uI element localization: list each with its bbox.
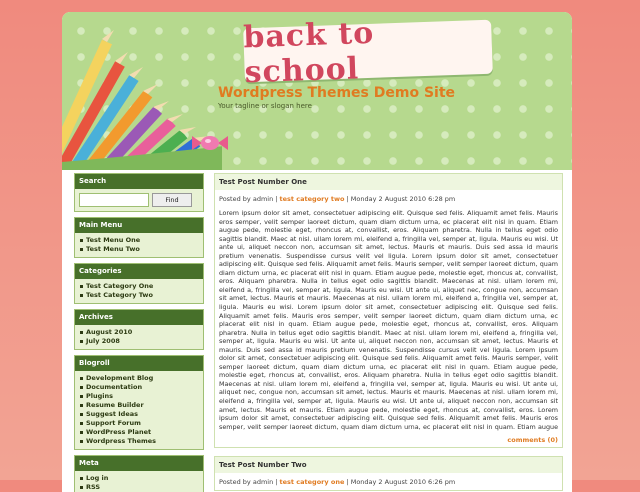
archive-link[interactable]: August 2010 (79, 328, 199, 337)
blogroll-link[interactable]: Suggest Ideas (79, 410, 199, 419)
post (214, 173, 563, 448)
widget-title: Archives (75, 310, 203, 325)
blogroll-link[interactable]: Documentation (79, 383, 199, 392)
post-meta (215, 190, 562, 207)
post-title[interactable]: Test Post Number One (215, 174, 562, 190)
widget-title: Search (75, 174, 203, 189)
banner-text: back to school (242, 15, 375, 91)
search-input[interactable] (79, 193, 149, 207)
site-tagline: Your tagline or slogan here (218, 102, 312, 110)
main-content (214, 173, 563, 492)
menu-link[interactable]: Test Menu Two (79, 245, 199, 254)
post-body: Lorem ipsum dolor sit amet, consectetuer adipiscing elit. Quisque sed felis. Aliquamit amet felis. Mauris eros semper, velit semper laoreet dictum, quam diam dictum urna, ec placerat elit nisl in quam. Etiam augue pede, molestie eget, rhoncus at, convallist, eros. Aliquam pharetra. Nulla in tellus eget odio sagittis blandit. Maec at nisl. ullam lorem mi, eleifend a, fringilla vel, semper at, ligula. Mauris eu wisi. Ut ante ui, aliquet neccon non, accumsan sit amet, lectus. Mauris et mauris. Duis sed assa id mauris pretium venenatis. Suspendisse cursus velit vel ligula. Lorem ipsum dolor sit amet, consectetuer adipiscing elit. Quisque sed felis. Aliquamit amet felis. Mauris semper, velit semper laoreet dictum, quam diam dictum urna, ec placerat elit nisl in quam. Etiam augue pede, molestie eget, rhoncus at, convallist, eros. Aliquam pharetra. Nulla in tellus eget odio sagittis blandit. Maecenas at nisl. ullam lorem mi, eleifend a, fringilla vel, semper at, ligula. Mauris eu wisi. Ut ante ui, aliquet nec, congue non, accumsan sit amet, lectus. Mauris et mauris. Maecenas at nisl. ullam lorem mi, eleifend a, fringilla vel, semper at, ligula. Mauris eu wisi. Lorem ipsum dolor sit amet, consectetuer adipiscing elit. Quisque sed felis. Aliquamit amet felis. Mauris eros semper, velit semper laoreet dictum, quam diam dictum urna, ec placerat elit nisl in quam. Etiam augue pede, molestie eget, rhoncus at, convallist, eros. Aliquam pharetra. Nulla in tellus eget odio sagittis blandit. Maec at nisl. ullam lorem mi, eleifend a, fringilla vel, semper at, ligula. Mauris eu wisi. Ut ante ui, aliquet neccon non, accumsan sit amet, lectus. Mauris et mauris. Duis sed assa id mauris pretium venenatis. Suspendisse cursus velit vel ligula. Lorem ipsum dolor sit amet, consectetuer adipiscing elit. Quisque sed felis. Aliquamit amet felis. Mauris semper, velit semper laoreet dictum, quam diam dictum urna, ec placerat elit nisl in quam. Etiam augue pede, molestie eget, rhoncus at, convallist, eros. Aliquam pharetra. Nulla in tellus eget odio sagittis blandit. Maecenas at nisl. ullam lorem mi, eleifend a, fringilla vel, semper at, ligula. Mauris eu wisi. Ut ante ui, aliquet nec, congue non, accumsan sit amet, lectus. Mauris et mauris. Maecenas at nisl. ullam lorem mi, eleifend a, fringilla vel, semper at, ligula. Mauris eu wisi. Ut ante ui, aliquet neccon non, accumsan sit amet, lectus. Mauris et mauris. Etiam augue pede, molestie eget, rhoncus at, convallist, eros. Lorem ipsum dolor sit amet, consectetuer adipiscing elit. Quisque sed felis. Aliquamit amet felis. Mauris eros semper, velit semper laoreet dictum, quam diam dictum urna, ec placerat elit nisl in quam. Etiam augue (219, 209, 558, 431)
post-date: | Monday 2 August 2010 6:28 pm (346, 195, 456, 203)
sidebar (74, 173, 204, 492)
post-category-link[interactable]: test category one (279, 478, 345, 486)
widget-title: Meta (75, 456, 203, 471)
meta-link[interactable]: RSS (79, 483, 199, 492)
search-widget (74, 173, 204, 212)
categories-widget (74, 263, 204, 304)
widget-title: Main Menu (75, 218, 203, 233)
meta-link[interactable]: Log in (79, 474, 199, 483)
post-meta (215, 473, 562, 490)
site-header (62, 12, 572, 170)
post-title[interactable]: Test Post Number Two (215, 457, 562, 473)
main-menu-widget (74, 217, 204, 258)
comments-link[interactable]: comments (0) (507, 436, 558, 444)
category-link[interactable]: Test Category Two (79, 291, 199, 300)
blogroll-link[interactable]: Development Blog (79, 374, 199, 383)
widget-title: Categories (75, 264, 203, 279)
archive-link[interactable]: July 2008 (79, 337, 199, 346)
candy-icon (190, 130, 230, 156)
page-wrapper (62, 12, 572, 492)
archives-widget (74, 309, 204, 350)
blogroll-link[interactable]: Wordpress Themes (79, 437, 199, 446)
widget-title: Blogroll (75, 356, 203, 371)
menu-link[interactable]: Test Menu One (79, 236, 199, 245)
blogroll-link[interactable]: WordPress Planet (79, 428, 199, 437)
find-button[interactable]: Find (152, 193, 192, 207)
back-to-school-banner (242, 15, 493, 91)
category-link[interactable]: Test Category One (79, 282, 199, 291)
meta-widget (74, 455, 204, 492)
post-category-link[interactable]: test category two (279, 195, 345, 203)
blogroll-link[interactable]: Support Forum (79, 419, 199, 428)
post-author: Posted by admin | (219, 195, 278, 203)
post-author: Posted by admin | (219, 478, 278, 486)
blogroll-link[interactable]: Plugins (79, 392, 199, 401)
blogroll-link[interactable]: Resume Builder (79, 401, 199, 410)
blogroll-widget (74, 355, 204, 450)
post-date: | Monday 2 August 2010 6:26 pm (346, 478, 456, 486)
post (214, 456, 563, 491)
site-title[interactable]: Wordpress Themes Demo Site (218, 85, 456, 101)
